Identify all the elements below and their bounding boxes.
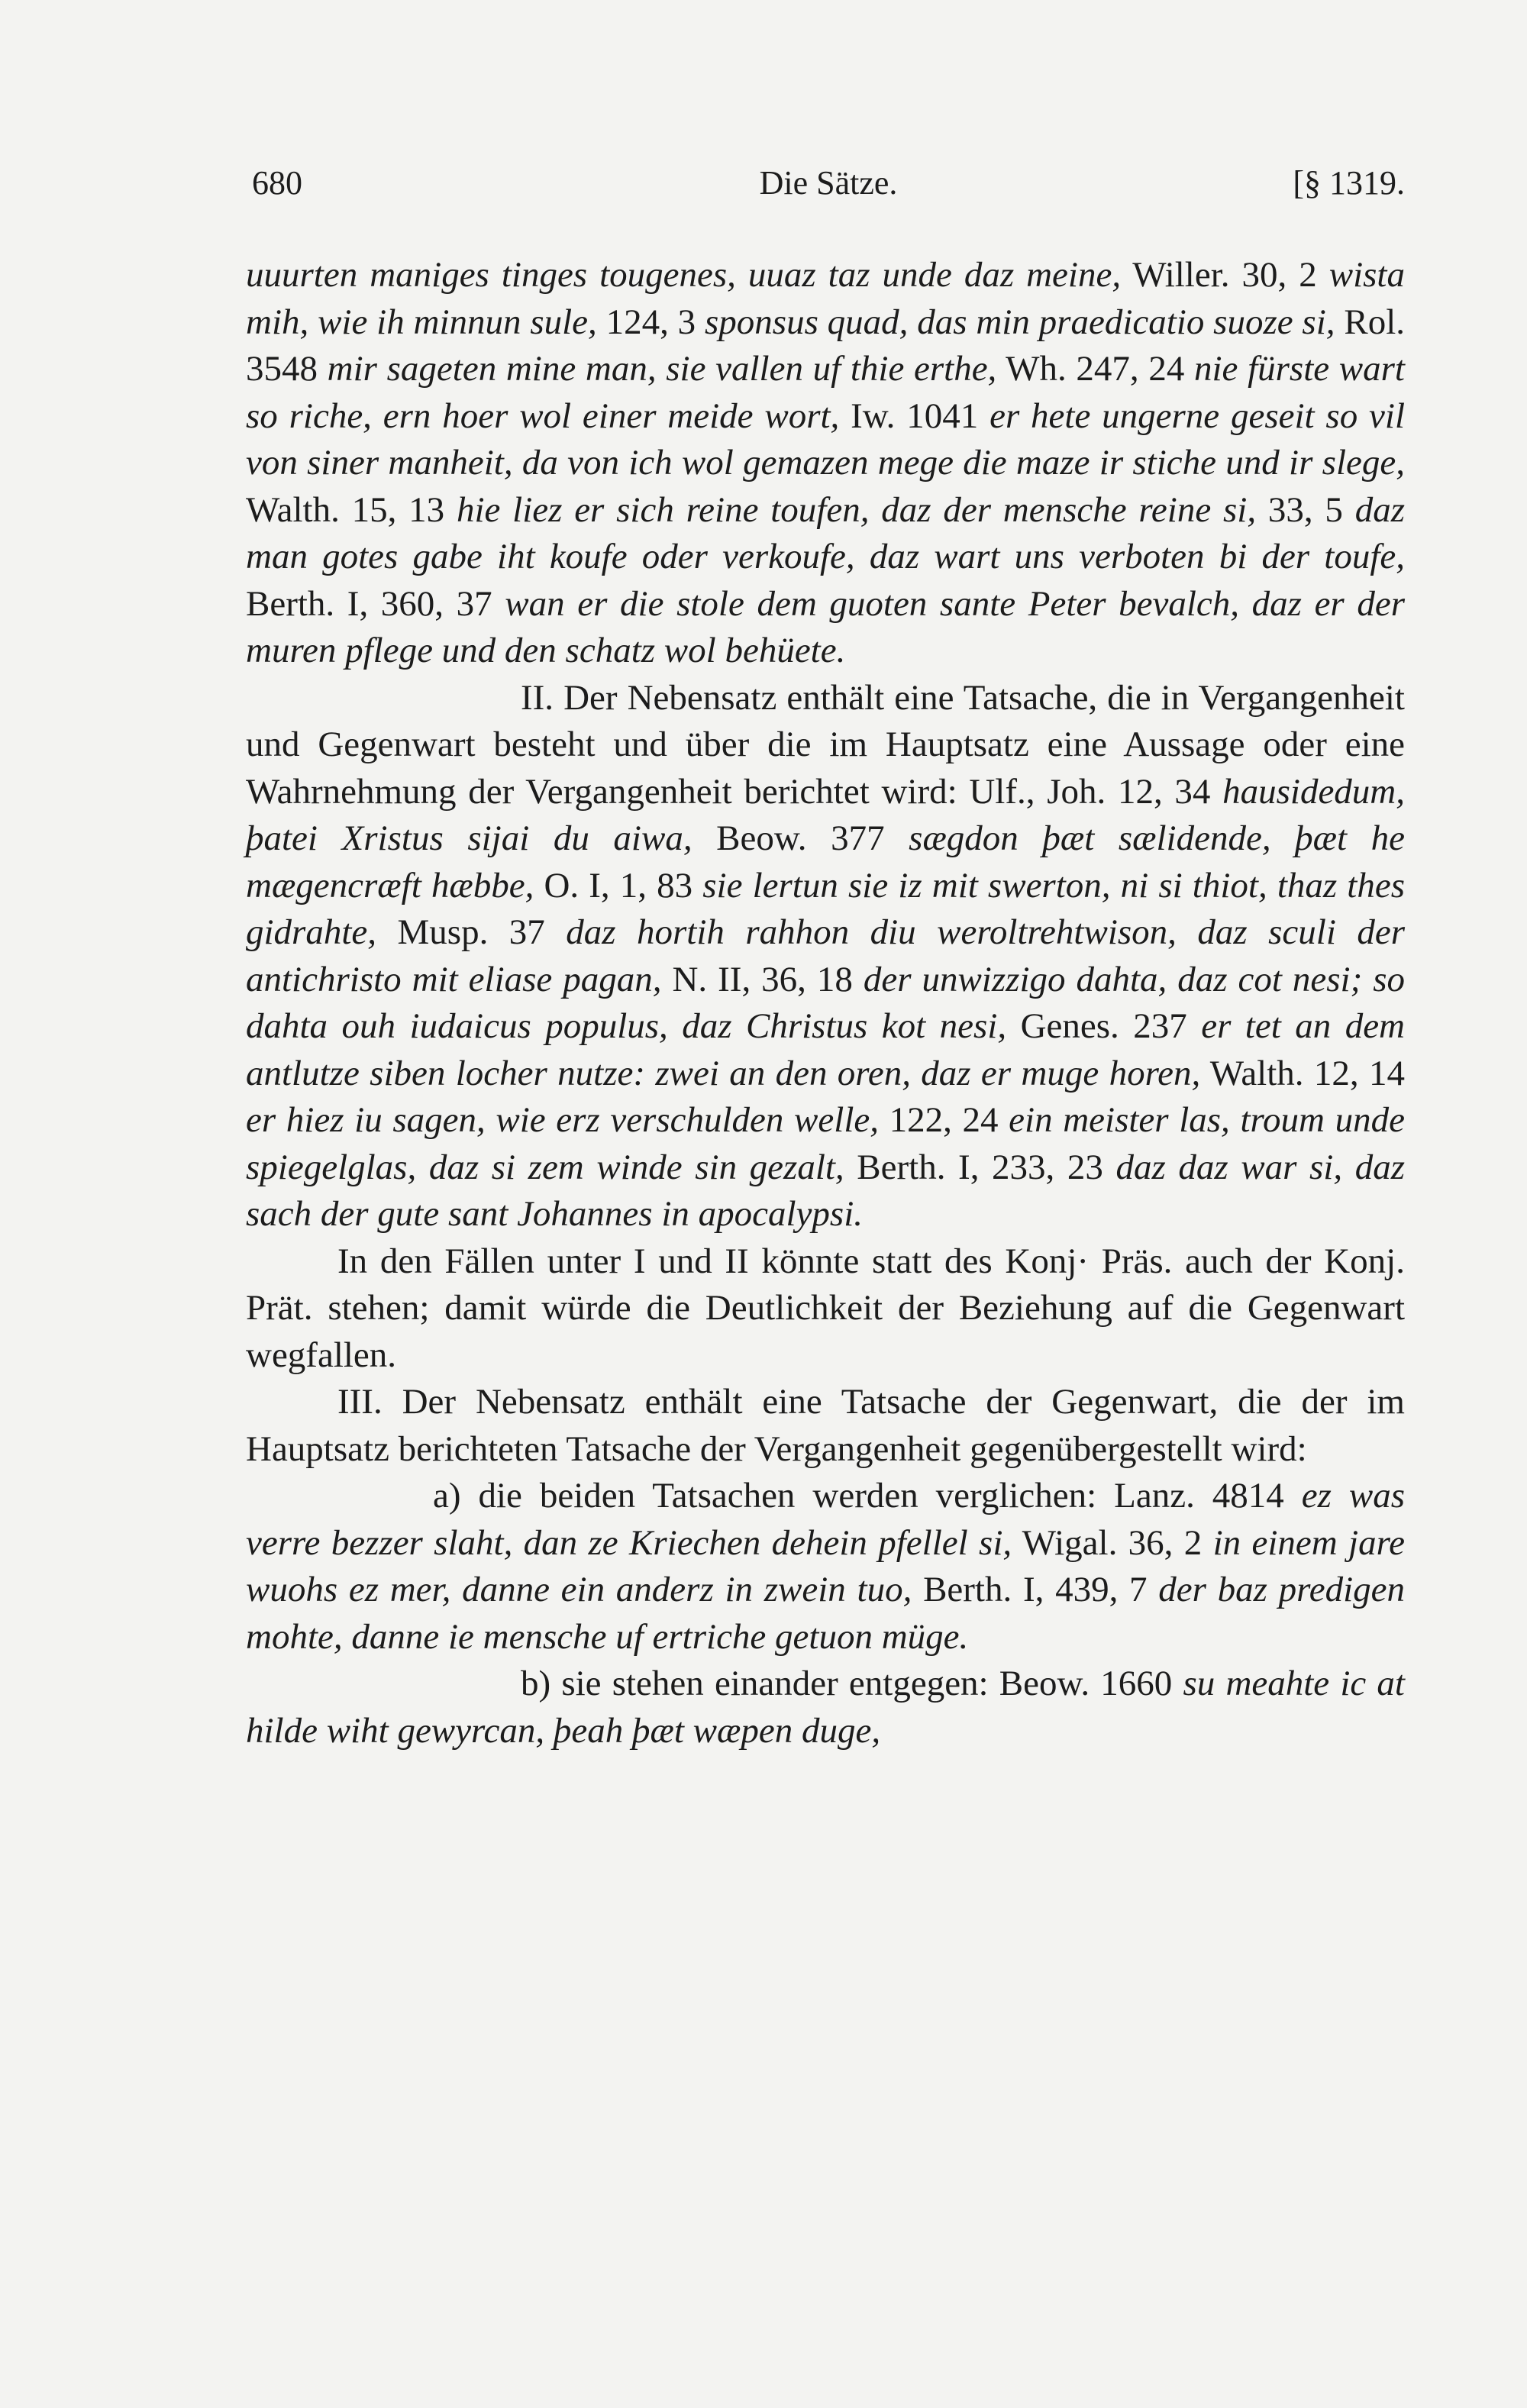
reference-text: O. I, 1, 83 [534,865,703,905]
paragraph-subsection-b [246,1661,1405,1754]
paragraph-subsection-a [246,1473,1405,1661]
quoted-text: nie fürste wart so riche, ern hoer wol einer meide wort, [246,349,1405,436]
reference-text: Berth. I, 233, 23 [844,1147,1116,1187]
reference-text: 33, 5 [1256,489,1355,530]
quoted-text: mir sageten mine man, sie vallen uf thie erthe, [327,349,997,389]
reference-text: 122, 24 [879,1100,1009,1140]
quoted-text: hausidedum, þatei Xristus sijai du aiwa, [246,771,1405,858]
quoted-text: wan er die stole dem guoten sante Peter bevalch, daz er der muren pflege und den schatz wol behüete. [246,583,1405,670]
quoted-text: su meahte ic at hilde wiht gewyrcan, þeah þæt wæpen duge, [246,1664,1405,1751]
quoted-text: er hiez iu sagen, wie erz verschulden welle, [246,1100,879,1140]
quoted-text: in einem jare wuohs ez mer, danne ein anderz in zwein tuo, [246,1522,1405,1609]
page-number: 680 [252,164,302,202]
reference-text: Willer. 30, 2 [1121,255,1329,295]
reference-text: Wh. 247, 24 [996,349,1194,389]
quoted-text: ein meister las, troum unde spiegelglas, daz si zem winde sin gezalt, [246,1100,1405,1187]
quoted-text: er hete ungerne geseit so vil von siner manheit, da von ich wol gemazen mege die maze ir stiche und ir slege, [246,395,1406,483]
reference-text: Iw. 1041 [839,395,990,436]
running-title: Die Sätze. [759,164,898,202]
quoted-text: daz hortih rahhon diu weroltrehtwison, daz sculi der antichristo mit eliase pagan, [246,912,1405,999]
reference-text: In den Fällen unter I und II könnte statt des Konj· Präs. auch der Konj. Prät. stehen; damit würde die Deutlichkeit der Beziehung auf die Gegenwart wegfallen. [246,1241,1405,1375]
running-header [252,160,1405,206]
paragraph-examples-continued [246,252,1405,675]
quoted-text: ez was verre bezzer slaht, dan ze Kriechen dehein pfellel si, [246,1476,1405,1563]
reference-text: a) die beiden Tatsachen werden verglichen: Lanz. 4814 [433,1476,1302,1515]
reference-text: II. Der Nebensatz enthält eine Tatsache, die in Vergangenheit und Gegenwart besteht und über die im Hauptsatz eine Aussage oder eine Wahrnehmung der Vergangenheit berichtet wird: Ulf., Joh. 12, 34 [246,677,1405,812]
reference-text: Beow. 377 [692,818,909,858]
reference-text: Genes. 237 [1006,1006,1202,1046]
quoted-text: der baz predigen mohte, danne ie mensche uf ertriche getuon müge. [246,1570,1405,1657]
reference-text: b) sie stehen einander entgegen: Beow. 1660 [521,1664,1183,1703]
quoted-text: sponsus quad, das min praedicatio suoze si, [705,302,1335,342]
quoted-text: sægdon þæt sælidende, þæt he mægencræft hæbbe, [246,818,1406,905]
page-body [246,252,1405,1754]
paragraph-section-iii [246,1379,1405,1473]
reference-text: Wigal. 36, 2 [1012,1522,1213,1563]
quoted-text: der unwizzigo dahta, daz cot nesi; so dahta ouh iudaicus populus, daz Christus kot nesi, [246,959,1405,1046]
section-marker: [§ 1319. [1293,164,1405,202]
quoted-text: er tet an dem antlutze siben locher nutze: zwei an den oren, daz er muge horen, [246,1006,1405,1093]
reference-text: Walth. 12, 14 [1200,1053,1405,1093]
reference-text: 124, 3 [596,302,705,342]
quoted-text: wista mih, wie ih minnun sule, [246,255,1405,342]
paragraph-section-ii [246,675,1405,1238]
reference-text: Berth. I, 360, 37 [246,583,505,624]
reference-text: Walth. 15, 13 [246,489,457,530]
reference-text: Berth. I, 439, 7 [912,1570,1159,1609]
reference-text: N. II, 36, 18 [661,959,864,999]
reference-text: Rol. 3548 [246,302,1406,389]
quoted-text: sie lertun sie iz mit swerton, ni si thiot, thaz thes gidrahte, [246,865,1405,952]
paragraph-note [246,1238,1405,1380]
quoted-text: daz man gotes gabe iht koufe oder verkoufe, daz wart uns verboten bi der toufe, [246,489,1405,576]
reference-text: III. Der Nebensatz enthält eine Tatsache der Gegenwart, die der im Hauptsatz berichteten Tatsache der Vergangenheit gegenübergestellt wird: [246,1382,1405,1469]
quoted-text: uuurten maniges tinges tougenes, uuaz taz unde daz meine, [246,255,1122,295]
reference-text: Musp. 37 [376,912,567,952]
quoted-text: hie liez er sich reine toufen, daz der mensche reine si, [456,489,1257,530]
quoted-text: daz daz war si, daz sach der gute sant Johannes in apocalypsi. [246,1147,1406,1234]
